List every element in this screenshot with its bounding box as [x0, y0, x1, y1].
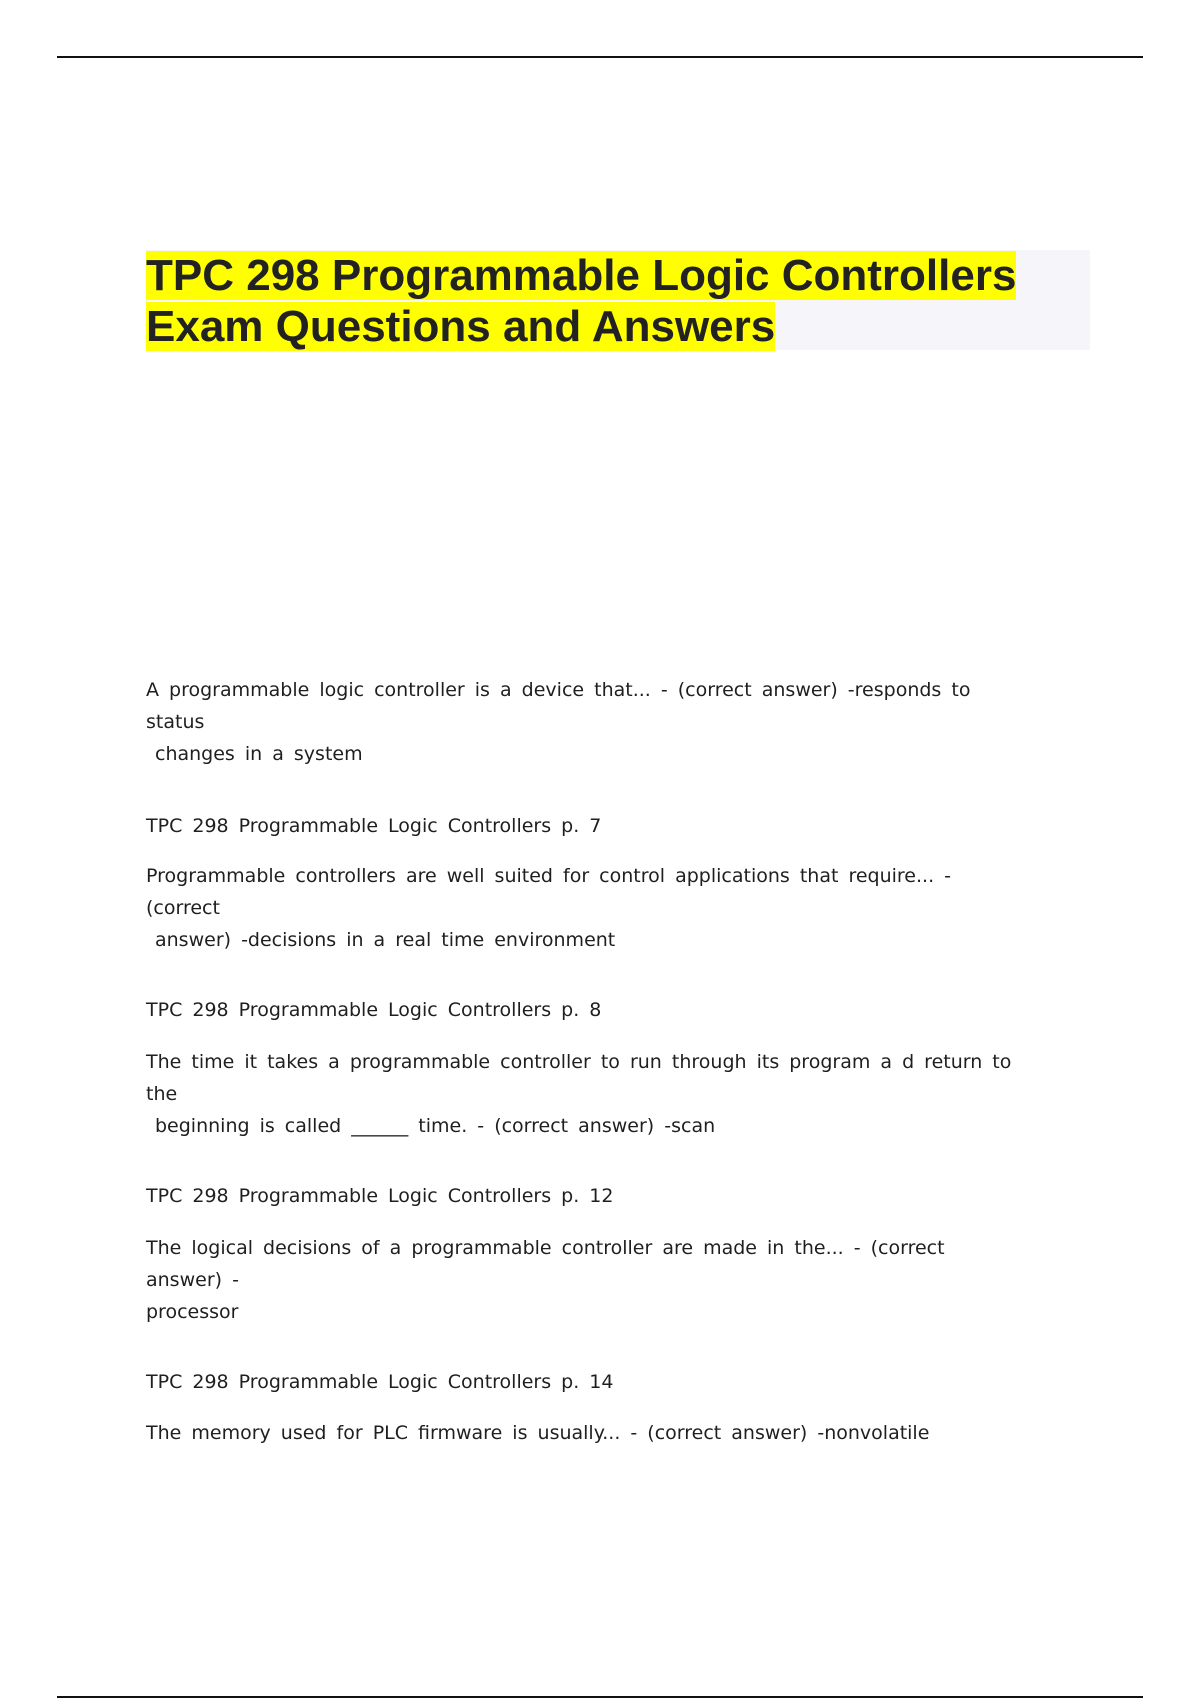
page-reference-2: TPC 298 Programmable Logic Controllers p. 8 [146, 999, 602, 1021]
title-line-2: Exam Questions and Answers [146, 302, 776, 351]
question-answer-4 [146, 1232, 1026, 1328]
question-answer-3 [146, 1046, 1026, 1142]
answer-text: changes in a system [155, 743, 363, 765]
question-text: Programmable controllers are well suited for control applications that require... - (correct [146, 865, 952, 919]
question-answer-2 [146, 860, 1026, 956]
answer-text: answer) -decisions in a real time environment [155, 929, 616, 951]
question-text: The time it takes a programmable controller to run through its program a d return to the [146, 1051, 1012, 1105]
page-reference-4: TPC 298 Programmable Logic Controllers p. 14 [146, 1371, 614, 1393]
question-answer-5 [146, 1417, 1026, 1449]
question-answer-1 [146, 674, 1026, 770]
answer-text: beginning is called ______ time. - (correct answer) -scan [155, 1115, 716, 1137]
question-text: A programmable logic controller is a device that... - (correct answer) -responds to status [146, 679, 971, 733]
header-rule [57, 56, 1143, 58]
question-text: The memory used for PLC firmware is usually... - (correct answer) -nonvolatile [146, 1422, 930, 1444]
page-reference-1: TPC 298 Programmable Logic Controllers p. 7 [146, 815, 602, 837]
page-reference-3: TPC 298 Programmable Logic Controllers p. 12 [146, 1185, 614, 1207]
title-line-1: TPC 298 Programmable Logic Controllers [146, 251, 1017, 300]
footer-rule [57, 1696, 1143, 1698]
document-title [146, 250, 1090, 352]
question-text: The logical decisions of a programmable controller are made in the... - (correct answer) - [146, 1237, 945, 1291]
answer-text: processor [146, 1301, 239, 1323]
